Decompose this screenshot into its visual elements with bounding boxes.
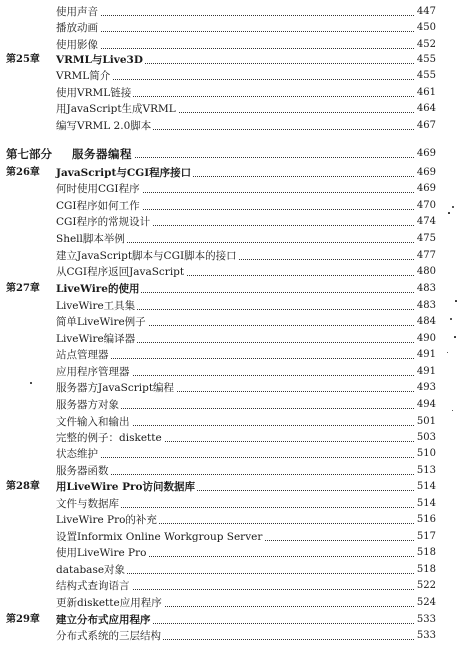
- toc-page-number: 510: [416, 448, 436, 459]
- toc-title: 用JavaScript生成VRML: [56, 103, 176, 115]
- toc-entry: [0, 463, 460, 479]
- toc-page-number: 483: [416, 300, 436, 311]
- toc-title: VRML简介: [56, 70, 111, 82]
- toc-page-number: 518: [416, 564, 436, 575]
- scan-speck: [452, 206, 454, 208]
- toc-page-number: 475: [416, 233, 436, 244]
- toc-page-number: 455: [416, 54, 436, 65]
- toc-page-number: 493: [416, 382, 436, 393]
- toc-title: 用LiveWire Pro访问数据库: [56, 481, 196, 493]
- toc-entry: [0, 331, 460, 347]
- toc-part-heading: [0, 146, 460, 162]
- toc-title: JavaScript与CGI程序接口: [56, 167, 192, 179]
- toc-entry: [0, 562, 460, 578]
- toc-title: 服务器方JavaScript编程: [56, 382, 175, 394]
- toc-title: LiveWire Pro的补充: [56, 514, 157, 526]
- toc-entry: [0, 595, 460, 611]
- toc-title: LiveWire的使用: [56, 283, 140, 295]
- toc-page-number: 474: [416, 216, 436, 227]
- toc-page-number: 503: [416, 432, 436, 443]
- chapter-number: 第29章: [6, 614, 40, 625]
- toc-title: 播放动画: [56, 22, 98, 34]
- toc-entry: [0, 85, 460, 101]
- toc-entry: [0, 578, 460, 594]
- chapter-number: 第27章: [6, 283, 40, 294]
- dot-leader: [56, 48, 420, 49]
- scan-speck: [448, 212, 450, 214]
- toc-entry: [0, 4, 460, 20]
- toc-title: 完整的例子：diskette: [56, 432, 162, 444]
- toc-title: 使用VRML链接: [56, 87, 132, 99]
- toc-entry: [0, 380, 460, 396]
- dot-leader: [56, 358, 420, 359]
- toc-page-number: 533: [416, 630, 436, 641]
- toc-entry: [0, 364, 460, 380]
- toc-page-number: 518: [416, 547, 436, 558]
- toc-entry: [0, 529, 460, 545]
- toc-page-number: 469: [416, 183, 436, 194]
- dot-leader: [56, 474, 420, 475]
- toc-title: database对象: [56, 564, 126, 576]
- toc-title: 从CGI程序返回JavaScript: [56, 266, 185, 278]
- chapter-number: 第25章: [6, 54, 40, 65]
- toc-title: 使用声音: [56, 6, 98, 18]
- toc-page-number: 501: [416, 416, 436, 427]
- toc-entry: [0, 545, 460, 561]
- toc-entry: [0, 118, 460, 134]
- toc-entry: [0, 512, 460, 528]
- toc-entry: [0, 214, 460, 230]
- toc-page-number: 455: [416, 70, 436, 81]
- toc-entry: [0, 37, 460, 53]
- chapter-number: 第28章: [6, 481, 40, 492]
- toc-title: 编写VRML 2.0脚本: [56, 120, 152, 132]
- toc-title: 建立分布式应用程序: [56, 614, 151, 626]
- toc-page-number: 452: [416, 39, 436, 50]
- dot-leader: [56, 15, 420, 16]
- toc-page-number: 461: [416, 87, 436, 98]
- toc-page-number: 477: [416, 250, 436, 261]
- toc-page-number: 490: [416, 333, 436, 344]
- toc-page-number: 467: [416, 120, 436, 131]
- part-number: 第七部分: [6, 147, 52, 161]
- toc-entry: [0, 430, 460, 446]
- toc-page-number: 491: [416, 366, 436, 377]
- toc-entry: [0, 231, 460, 247]
- toc-page-number: 514: [416, 498, 436, 509]
- toc-page-number: 480: [416, 266, 436, 277]
- toc-title: 服务器编程: [72, 147, 132, 161]
- toc-title: 分布式系统的三层结构: [56, 630, 161, 642]
- toc-entry: [0, 101, 460, 117]
- chapter-number: 第26章: [6, 167, 40, 178]
- toc-page-number: 464: [416, 103, 436, 114]
- toc-chapter-heading: [0, 52, 460, 68]
- toc-page-number: 524: [416, 597, 436, 608]
- toc-entry: [0, 496, 460, 512]
- toc-title: 建立JavaScript脚本与CGI脚本的接口: [56, 250, 237, 262]
- toc-entry: [0, 446, 460, 462]
- dot-leader: [56, 457, 420, 458]
- toc-title: Shell脚本举例: [56, 233, 125, 245]
- toc-page-number: 514: [416, 481, 436, 492]
- toc-page-number: 484: [416, 316, 436, 327]
- toc-title: 简单LiveWire例子: [56, 316, 146, 328]
- toc-title: 服务器方对象: [56, 399, 119, 411]
- toc-title: 结构式查询语言: [56, 580, 130, 592]
- toc-page-number: 494: [416, 399, 436, 410]
- toc-page-number: 483: [416, 283, 436, 294]
- toc-entry: [0, 68, 460, 84]
- scan-speck: [450, 318, 452, 320]
- toc-title: 何时使用CGI程序: [56, 183, 140, 195]
- toc-entry: [0, 264, 460, 280]
- scan-speck: [30, 382, 32, 384]
- toc-title: 更新diskette应用程序: [56, 597, 162, 609]
- toc-entry: [0, 628, 460, 644]
- toc-page-number: 447: [416, 6, 436, 17]
- toc-title: 文件与数据库: [56, 498, 119, 510]
- toc-title: 站点管理器: [56, 349, 109, 361]
- toc-entry: [0, 298, 460, 314]
- toc-chapter-heading: [0, 165, 460, 181]
- toc-title: 使用LiveWire Pro: [56, 547, 147, 559]
- toc-title: 服务器函数: [56, 465, 109, 477]
- scan-speck: [454, 336, 456, 338]
- toc-page-number: 469: [416, 148, 436, 159]
- toc-entry: [0, 248, 460, 264]
- toc-chapter-heading: [0, 612, 460, 628]
- toc-page-number: 516: [416, 514, 436, 525]
- toc-page-number: 533: [416, 614, 436, 625]
- toc-title: CGI程序的常规设计: [56, 216, 151, 228]
- dot-leader: [56, 31, 420, 32]
- toc-page-number: 522: [416, 580, 436, 591]
- toc-page-number: 450: [416, 22, 436, 33]
- toc-title: 使用影像: [56, 39, 98, 51]
- toc-entry: [0, 397, 460, 413]
- toc-entry: [0, 198, 460, 214]
- toc-title: CGI程序如何工作: [56, 200, 140, 212]
- toc-title: LiveWire工具集: [56, 300, 136, 312]
- toc-chapter-heading: [0, 479, 460, 495]
- toc-title: LiveWire编译器: [56, 333, 136, 345]
- toc-entry: [0, 181, 460, 197]
- toc-entry: [0, 20, 460, 36]
- toc-page-number: 469: [416, 167, 436, 178]
- toc-entry: [0, 347, 460, 363]
- scan-speck: [455, 300, 457, 302]
- toc-title: 设置Informix Online Workgroup Server: [56, 531, 263, 543]
- toc-title: VRML与Live3D: [56, 54, 143, 66]
- toc-page-number: 513: [416, 465, 436, 476]
- toc-title: 状态维护: [56, 448, 98, 460]
- toc-page-number: 517: [416, 531, 436, 542]
- toc-title: 文件输入和输出: [56, 416, 130, 428]
- toc-page-number: 470: [416, 200, 436, 211]
- toc-page-number: 491: [416, 349, 436, 360]
- toc-title: 应用程序管理器: [56, 366, 130, 378]
- toc-chapter-heading: [0, 281, 460, 297]
- toc-entry: [0, 314, 460, 330]
- toc-entry: [0, 414, 460, 430]
